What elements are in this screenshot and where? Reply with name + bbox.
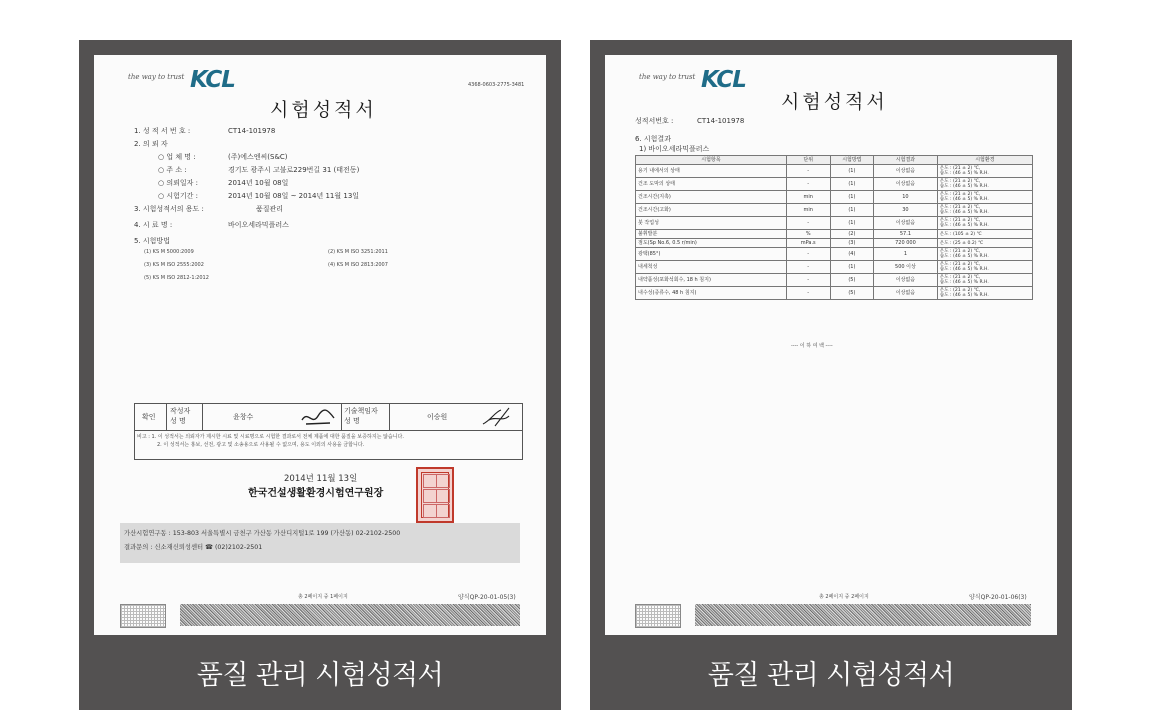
table-row [636,287,1033,300]
cell-environment [937,248,1032,261]
cell-test-item: 내수성(증류수, 48 h 침지) [636,287,787,300]
cell-environment [937,230,1032,239]
author-label: 작성자 [170,407,191,415]
cell-result: 이상없음 [874,165,938,178]
method-item: (5) KS M ISO 2812-1:2012 [144,275,209,281]
card-caption: 품질 관리 시험성적서 [196,660,444,691]
doc-title: 시험성적서 [270,99,377,121]
field-label: 1. 성 적 서 번 호 : [134,127,191,135]
cell-unit: min [786,204,830,217]
security-pattern [695,604,1031,626]
field-value: 2014년 10월 08일 [228,179,289,187]
page-info: 총 2페이지 중 2페이지 [819,594,869,600]
cell-result: 이상없음 [874,274,938,287]
tech-label: 기술책임자 [344,407,378,415]
cell-result: 30 [874,204,938,217]
cell-result: 1 [874,248,938,261]
table-row [636,248,1033,261]
certificate-page-1 [94,55,546,635]
logo-mark: KCL [190,67,235,93]
subsection-title: 1) 바이오세라믹플러스 [639,145,710,153]
cell-result: 57.1 [874,230,938,239]
section-title: 6. 시험결과 [635,135,671,143]
cell-environment [937,261,1032,274]
cell-result: 500 이상 [874,261,938,274]
cell-result: 이상없음 [874,287,938,300]
cell-environment [937,274,1032,287]
environment-line: 온도 : (21 ± 2) ℃, [939,249,981,254]
environment-line: 습도 : (46 ± 5) % R.H. [939,267,989,272]
tech-signature [481,406,513,428]
environment-line: 온도 : (105 ± 2) ℃ [939,231,982,237]
cell-environment [937,287,1032,300]
logo-tagline: the way to trust [639,73,696,81]
official-seal [416,467,454,523]
environment-line: 습도 : (46 ± 5) % R.H. [939,197,989,202]
cell-test-item: 용기 내에서의 상태 [636,165,787,178]
cell-environment [937,165,1032,178]
cell-result: 720 000 [874,239,938,248]
author-name: 윤창수 [233,413,254,421]
report-number: CT14-101978 [697,117,745,125]
cell-environment [937,217,1032,230]
field-label: ○ 시험기간 : [158,192,198,200]
cell-unit: % [786,230,830,239]
certificate-card-2[interactable] [590,40,1072,710]
environment-line: 온도 : (21 ± 2) ℃, [939,205,981,210]
environment-line: 온도 : (21 ± 2) ℃, [939,288,981,293]
field-label: 4. 시 료 명 : [134,221,173,229]
environment-line: 온도 : (21 ± 2) ℃, [939,262,981,267]
results-table [635,155,1033,300]
cell-environment [937,239,1032,248]
cell-unit: - [786,248,830,261]
certificate-card-1[interactable] [79,40,561,710]
cell-test-item: 광택(85°) [636,248,787,261]
field-label: ○ 주 소 : [158,166,187,174]
note-line: 비고 : 1. 이 성적서는 의뢰자가 제시한 시료 및 시료명으로 시험한 결과로서 전체 제품에 대한 품질을 보증하지는 않습니다. [137,434,404,440]
cell-test-item: 내세척성 [636,261,787,274]
cell-unit: - [786,261,830,274]
cell-test-item: 붓 작업성 [636,217,787,230]
cell-test-item: 불휘발분 [636,230,787,239]
field-label: 2. 의 뢰 자 [134,140,168,148]
cell-result: 이상없음 [874,217,938,230]
cell-test-item: 건조시간(고화) [636,204,787,217]
environment-line: 온도 : (21 ± 2) ℃, [939,179,981,184]
cell-unit: - [786,217,830,230]
method-item: (4) KS M ISO 2813:2007 [328,262,388,268]
address-bar [120,523,520,563]
form-number: 양식QP-20-01-06(3) [969,594,1027,601]
column-header: 단위 [786,156,830,165]
method-item: (3) KS M ISO 2555:2002 [144,262,204,268]
cell-method: (2) [830,230,874,239]
environment-line: 습도 : (46 ± 5) % R.H. [939,293,989,298]
cell-method: (1) [830,217,874,230]
table-header-row [636,156,1033,165]
field-value: 2014년 10월 08일 ~ 2014년 11월 13일 [228,192,360,200]
author-sub-label: 성 명 [170,417,186,425]
environment-line: 습도 : (46 ± 5) % R.H. [939,210,989,215]
cell-method: (1) [830,178,874,191]
field-label: 3. 시험성적서의 용도 : [134,205,204,213]
field-value: (주)에스엔씨(S&C) [228,153,288,161]
method-item: (2) KS M ISO 3251:2011 [328,249,388,255]
security-pattern [180,604,520,626]
cell-method: (1) [830,165,874,178]
environment-line: 습도 : (46 ± 5) % R.H. [939,184,989,189]
table-row [636,239,1033,248]
signature-box [134,403,523,460]
table-row [636,178,1033,191]
cell-method: (1) [830,191,874,204]
cell-test-item: 건조시간(지촉) [636,191,787,204]
cell-test-item: 건조 도막의 상태 [636,178,787,191]
card-caption: 품질 관리 시험성적서 [707,660,955,691]
doc-number: 4368-0603-2775-3481 [468,82,525,88]
logo-tagline: the way to trust [128,73,185,81]
cell-method: (3) [830,239,874,248]
cell-unit: - [786,287,830,300]
column-header: 시험환경 [937,156,1032,165]
field-value: 품질관리 [256,205,284,213]
column-header: 시험항목 [636,156,787,165]
field-value: CT14-101978 [228,127,276,135]
address-line: 가산시험연구동 : 153-803 서울특별시 금천구 가산동 가산디지털1로 199 (가산동) 02-2102-2500 [124,530,401,537]
environment-line: 온도 : (25 ± 0.2) ℃ [939,240,984,246]
tech-name: 이승원 [427,413,448,421]
table-row [636,274,1033,287]
cell-environment [937,204,1032,217]
note-line: 2. 이 성적서는 홍보, 선전, 광고 및 소송용으로 사용될 수 없으며, 용도 이외의 사용을 금합니다. [157,442,365,448]
field-label: 5. 시험방법 [134,237,170,245]
tech-sub-label: 성 명 [344,417,360,425]
end-of-report-mark: ---- 이 하 여 백 ---- [791,343,833,349]
cell-unit: - [786,165,830,178]
cell-unit: - [786,274,830,287]
cell-method: (5) [830,287,874,300]
cell-test-item: 내약품성(포화석회수, 18 h 침지) [636,274,787,287]
inquiry-line: 결과문의 : 신소재신뢰성센터 ☎ (02)2102-2501 [124,544,263,551]
cell-unit: min [786,191,830,204]
method-item: (1) KS M 5000:2009 [144,249,194,255]
table-row [636,261,1033,274]
cell-unit: mPa.s [786,239,830,248]
column-header: 시험방법 [830,156,874,165]
table-row [636,191,1033,204]
page-info: 총 2페이지 중 1페이지 [298,594,348,600]
column-header: 시험결과 [874,156,938,165]
field-value: 바이오세라믹플러스 [228,221,289,229]
field-label: ○ 의뢰일자 : [158,179,198,187]
issue-date: 2014년 11월 13일 [284,474,358,484]
environment-line: 온도 : (21 ± 2) ℃, [939,192,981,197]
report-number-label: 성적서번호 : [635,117,674,125]
certificate-page-2 [605,55,1057,635]
table-row [636,217,1033,230]
cell-result: 이상없음 [874,178,938,191]
table-row [636,230,1033,239]
doc-title: 시험성적서 [781,91,888,113]
barcode-box [635,604,681,628]
environment-line: 습도 : (46 ± 5) % R.H. [939,223,989,228]
barcode-box [120,604,166,628]
cell-environment [937,191,1032,204]
table-row [636,165,1033,178]
cell-unit: - [786,178,830,191]
form-number: 양식QP-20-01-05(3) [458,594,516,601]
logo-mark: KCL [701,67,746,93]
environment-line: 습도 : (46 ± 5) % R.H. [939,280,989,285]
cell-method: (1) [830,204,874,217]
author-signature [300,406,338,428]
cell-result: 10 [874,191,938,204]
cell-test-item: 점도(Sp No.6, 0.5 r/min) [636,239,787,248]
cell-environment [937,178,1032,191]
cell-method: (5) [830,274,874,287]
confirm-label: 확인 [142,413,156,421]
environment-line: 온도 : (21 ± 2) ℃, [939,166,981,171]
issuer-name: 한국건설생활환경시험연구원장 [248,488,384,499]
environment-line: 온도 : (21 ± 2) ℃, [939,275,981,280]
cell-method: (1) [830,261,874,274]
environment-line: 온도 : (21 ± 2) ℃, [939,218,981,223]
field-value: 경기도 광주시 고불로229번길 31 (태전동) [228,166,360,174]
environment-line: 습도 : (46 ± 5) % R.H. [939,171,989,176]
cell-method: (4) [830,248,874,261]
environment-line: 습도 : (46 ± 5) % R.H. [939,254,989,259]
table-row [636,204,1033,217]
field-label: ○ 업 체 명 : [158,153,196,161]
